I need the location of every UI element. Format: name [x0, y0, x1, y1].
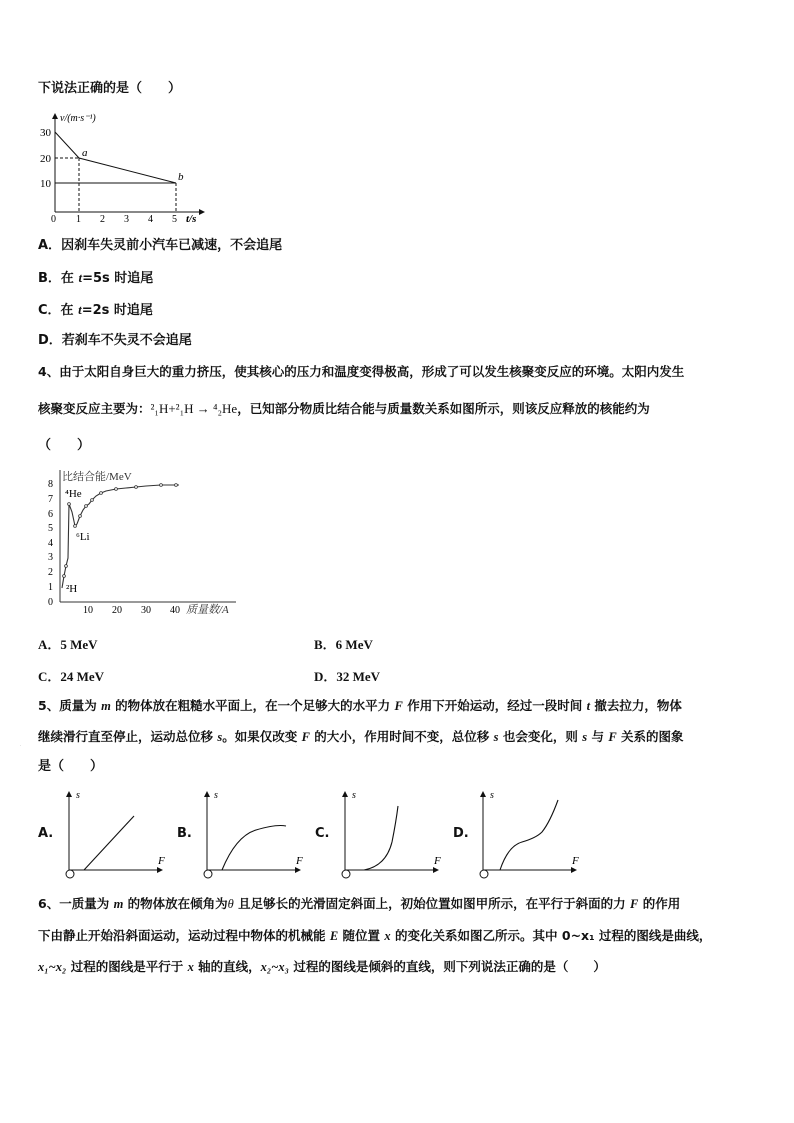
q5-line1: 5、质量为 m 的物体放在粗糙水平面上，在一个足够大的水平力 F 作用下开始运动，经过一段时间 t 撤去拉力，物体 [38, 698, 682, 713]
q4-x-tick-30: 30 [141, 605, 151, 616]
q4-line1: 4、由于太阳自身巨大的重力挤压，使其核心的压力和温度变得极高，形成了可以发生核聚变反应的环境。太阳内发生 [38, 364, 685, 379]
q4-point [115, 488, 118, 491]
q4-y-tick-1: 1 [48, 582, 53, 593]
q4-equation: ²₁H+²₁H → ⁴₂He [150, 401, 238, 416]
q5-line3: 是（ ） [38, 759, 104, 774]
svg-text:s: s [352, 790, 356, 801]
q6-line2: 下由静止开始沿斜面运动，运动过程中物体的机械能 E 随位置 x 的变化关系如图乙所示。其中 0~x₁ 过程的图线是曲线， [38, 928, 712, 943]
q4-point [85, 505, 88, 508]
q4-label-he: ⁴He [65, 488, 82, 500]
q5-line2: 继续滑行直至停止，运动总位移 s。如果仅改变 F 的大小，作用时间不变，总位移 s 也会变化，则 s 与 F 关系的图象 [38, 729, 684, 744]
q4-x-tick-20: 20 [112, 605, 122, 616]
q5-graph-b [158, 746, 310, 882]
q4-y-tick-2: 2 [48, 567, 53, 578]
q3-option-c: C．在 t=2s 时追尾 [38, 302, 153, 318]
q3-x-tick-0: 0 [51, 214, 56, 225]
svg-text:s: s [76, 790, 80, 801]
q3-option-b: B．在 t=5s 时追尾 [38, 270, 154, 286]
q4-x-tick-10: 10 [83, 605, 93, 616]
q4-option-c: C．24 MeV [38, 669, 105, 684]
q4-label-li: ⁶Li [76, 531, 90, 543]
q3-y-tick-10: 10 [40, 178, 51, 190]
q4-y-label: 比结合能/MeV [62, 471, 132, 483]
q5-curve-d [500, 800, 558, 870]
q4-point [135, 486, 138, 489]
q3-x-tick-1: 1 [76, 214, 81, 225]
q3-y-label: v/(m·s⁻¹) [60, 113, 96, 124]
q3-x-tick-4: 4 [148, 214, 153, 225]
q4-y-tick-7: 7 [48, 494, 53, 505]
q4-option-a: A．5 MeV [38, 637, 98, 652]
q3-x-tick-2: 2 [100, 214, 105, 225]
q5-option-b-letter: B. [177, 826, 192, 841]
q4-point [63, 575, 66, 578]
q3-vt-graph [36, 108, 216, 226]
q4-y-tick-8: 8 [48, 479, 53, 490]
q5-graph-d [434, 746, 586, 882]
q4-y-tick-4: 4 [48, 538, 53, 549]
q4-blank: （ ） [38, 438, 91, 453]
q4-label-h: ²H [66, 583, 78, 595]
q3-option-d: D．若刹车不失灵不会追尾 [38, 333, 192, 348]
q5-option-c-letter: C. [315, 826, 330, 841]
q4-point [91, 499, 94, 502]
svg-text:O: O [296, 746, 297, 747]
q5-curve-a [84, 816, 134, 870]
q4-y-tick-6: 6 [48, 509, 53, 520]
q5-option-d-letter: D. [453, 826, 469, 841]
q4-y-tick-5: 5 [48, 523, 53, 534]
q4-option-d: D．32 MeV [314, 669, 381, 684]
q4-point [100, 492, 103, 495]
svg-text:O: O [434, 746, 435, 747]
q5-curve-b [222, 826, 286, 871]
svg-text:s: s [214, 790, 218, 801]
q3-x-tick-3: 3 [124, 214, 129, 225]
q3-y-tick-30: 30 [40, 127, 51, 139]
svg-text:F: F [296, 855, 303, 867]
q3-line-car [55, 132, 176, 183]
q3-x-label: t/s [186, 213, 197, 225]
q3-stem: 下说法正确的是（ ） [38, 81, 182, 96]
q3-point-b: b [178, 171, 184, 183]
q5-graph-a [20, 746, 172, 882]
q5-curve-c [364, 806, 398, 870]
svg-text:O: O [158, 746, 159, 747]
q4-binding-energy-graph [36, 464, 246, 616]
q4-point [68, 503, 71, 506]
q4-x-label: 质量数/A [186, 604, 229, 616]
q4-point [65, 565, 68, 568]
q4-line2: 核聚变反应主要为：²₁H+²₁H → ⁴₂He，已知部分物质比结合能与质量数关系如图所示，则该反应释放的核能约为 [38, 401, 650, 416]
q3-y-tick-20: 20 [40, 153, 51, 165]
svg-text:F: F [572, 855, 579, 867]
q3-option-a: A．因刹车失灵前小汽车已减速，不会追尾 [38, 238, 283, 253]
svg-text:F: F [434, 855, 441, 867]
svg-text:s: s [490, 790, 494, 801]
q3-point-a: a [82, 147, 88, 159]
q6-line1: 6、一质量为 m 的物体放在倾角为θ 且足够长的光滑固定斜面上，初始位置如图甲所示，在平行于斜面的力 F 的作用 [38, 896, 681, 911]
q4-x-tick-40: 40 [170, 605, 180, 616]
q4-point [74, 525, 77, 528]
q4-point [175, 484, 178, 487]
q3-x-tick-5: 5 [172, 214, 177, 225]
q5-graph-c [296, 746, 448, 882]
q4-y-tick-3: 3 [48, 552, 53, 563]
svg-text:O: O [20, 746, 21, 747]
q4-point [160, 484, 163, 487]
q4-point [79, 515, 82, 518]
q6-line3: x₁~x₂ 过程的图线是平行于 x 轴的直线，x₂~x₃ 过程的图线是倾斜的直线，则下列说法正确的是（ ） [38, 959, 606, 974]
q5-option-a-letter: A. [38, 826, 54, 841]
svg-text:F: F [158, 855, 165, 867]
q4-option-b: B．6 MeV [314, 637, 373, 652]
q4-y-tick-0: 0 [48, 597, 53, 608]
